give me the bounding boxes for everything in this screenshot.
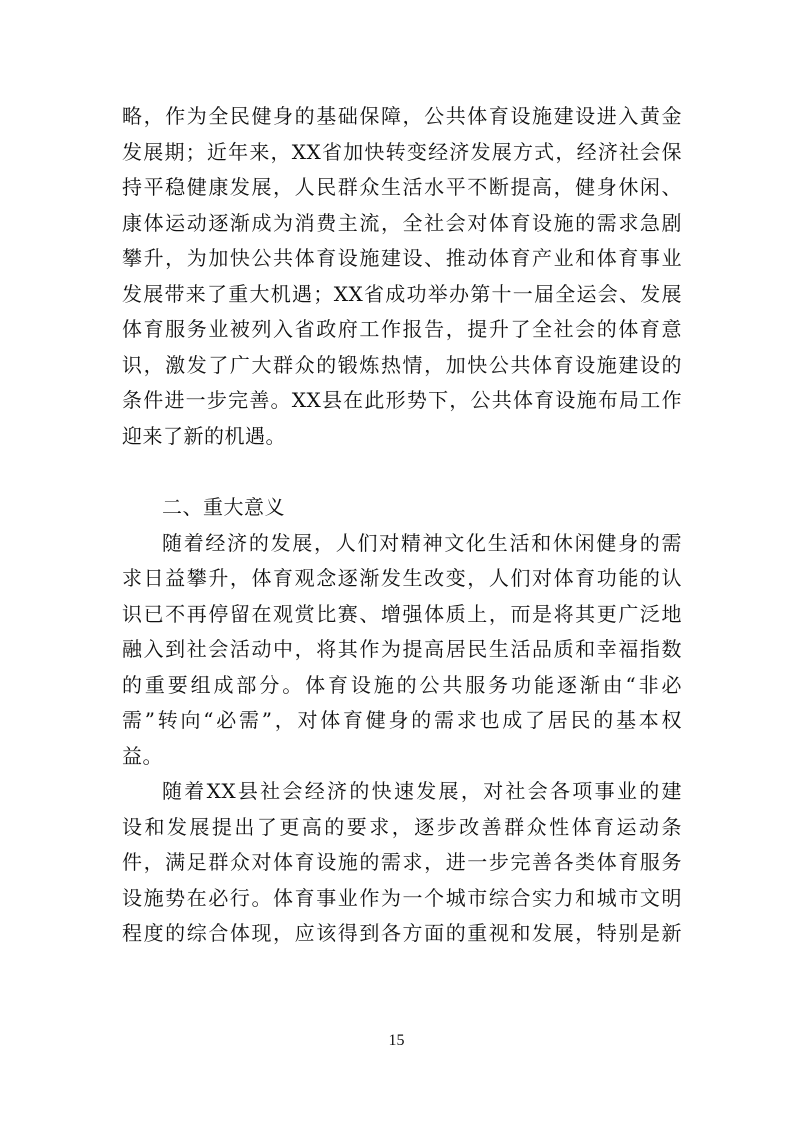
section-heading: 二、重大意义 (162, 495, 285, 519)
paragraph-2 (122, 526, 682, 775)
text-line: 体育服务业被列入省政府工作报告，提升了全社会的体育意 (122, 317, 682, 341)
text-line: 攀升，为加快公共体育设施建设、推动体育产业和体育事业 (122, 246, 682, 270)
text-line: 发展带来了重大机遇；XX省成功举办第十一届全运会、发展 (122, 281, 682, 306)
text-line: 设施势在必行。体育事业作为一个城市综合实力和城市文明 (122, 885, 682, 910)
page-number: 15 (388, 1032, 405, 1049)
text-line: 件，满足群众对体育设施的需求，进一步完善各类体育服务 (122, 850, 682, 874)
text-line: 持平稳健康发展，人民群众生活水平不断提高，健身休闲、 (122, 175, 682, 199)
text-line: 随着XX县社会经济的快速发展，对社会各项事业的建 (162, 779, 682, 803)
text-line: 需”转向“必需”，对体育健身的需求也成了居民的基本权 (122, 708, 682, 732)
paragraph-1 (122, 99, 682, 454)
paragraph-3 (122, 774, 682, 952)
text-line: 条件进一步完善。XX县在此形势下，公共体育设施布局工作 (122, 388, 682, 412)
text-line: 略，作为全民健身的基础保障，公共体育设施建设进入黄金 (122, 104, 682, 128)
text-line: 融入到社会活动中，将其作为提高居民生活品质和幸福指数 (122, 637, 682, 661)
body-text (122, 99, 682, 952)
text-line: 益。 (122, 743, 163, 768)
paragraph-gap (122, 454, 682, 490)
text-line: 随着经济的发展，人们对精神文化生活和休闲健身的需 (162, 530, 682, 555)
text-line: 的重要组成部分。体育设施的公共服务功能逐渐由“非必 (122, 672, 682, 697)
text-line: 发展期；近年来，XX省加快转变经济发展方式，经济社会保 (122, 139, 682, 164)
text-line: 设和发展提出了更高的要求，逐步改善群众性体育运动条 (122, 814, 682, 839)
text-line: 识，激发了广大群众的锻炼热情，加快公共体育设施建设的 (122, 352, 682, 377)
text-line: 康体运动逐渐成为消费主流，全社会对体育设施的需求急剧 (122, 210, 682, 235)
text-line: 迎来了新的机遇。 (122, 423, 286, 448)
text-line: 识已不再停留在观赏比赛、增强体质上，而是将其更广泛地 (122, 601, 682, 626)
text-line: 程度的综合体现，应该得到各方面的重视和发展，特别是新 (122, 921, 682, 945)
text-line: 求日益攀升，体育观念逐渐发生改变，人们对体育功能的认 (122, 566, 682, 590)
